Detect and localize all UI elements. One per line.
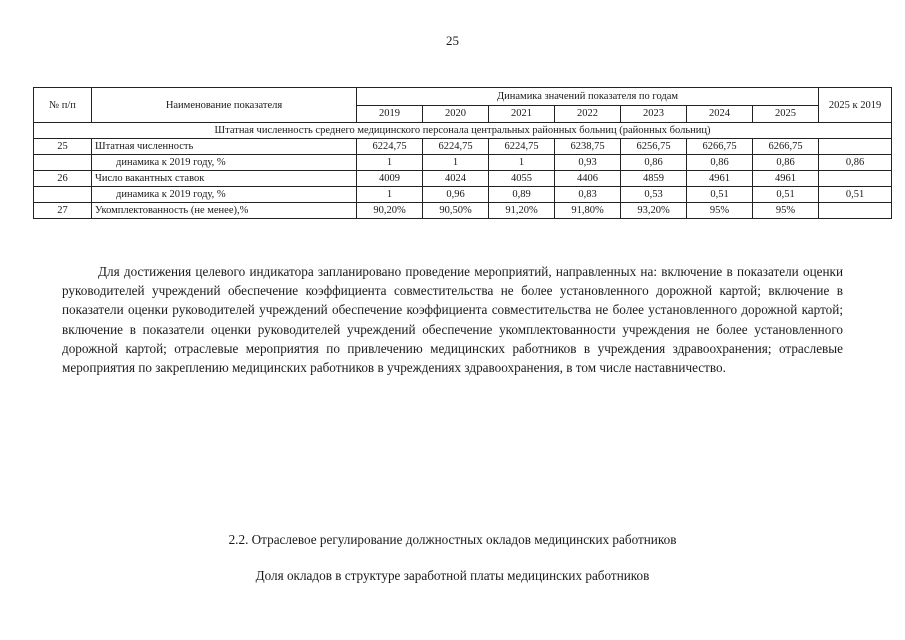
table-section-row [34,123,892,139]
table-row [34,155,892,171]
column-header-ratio: 2025 к 2019 [819,88,892,123]
row-value: 90,20% [357,203,423,219]
row-number [34,155,92,171]
row-value: 0,53 [621,187,687,203]
row-value: 0,86 [687,155,753,171]
page-number: 25 [446,33,459,48]
body-paragraph [62,262,843,377]
row-value: 0,89 [489,187,555,203]
row-value: 6224,75 [423,139,489,155]
row-value: 1 [357,155,423,171]
table-row [34,171,892,187]
row-ratio [819,139,892,155]
row-ratio: 0,51 [819,187,892,203]
table-row [34,203,892,219]
row-value: 1 [357,187,423,203]
row-value: 0,86 [753,155,819,171]
row-value: 4406 [555,171,621,187]
table-row [34,139,892,155]
row-value: 91,80% [555,203,621,219]
body-paragraph-text: Для достижения целевого индикатора запланировано проведение мероприятий, направленных на: включение в показатели оценки руководителей учреждений обеспечение коэффициента совместительства не более установленного дорожной картой; включение в показатели оценки руководителей учреждений обеспечение коэффициента совместительства не более установленного дорожной картой; включение в показатели оценки руководителей учреждений обеспечение укомплектованности учреждения не более установленного дорожной картой; отраслевые мероприятия по привлечению медицинских работников в учреждения здравоохранения; отраслевые мероприятия по закреплению медицинских работников в учреждениях здравоохранения, в том числе наставничество. [62,264,843,376]
section-subheading: Доля окладов в структуре заработной платы медицинских работников [255,568,650,583]
row-number: 26 [34,171,92,187]
indicators-table [33,87,892,219]
row-value: 4859 [621,171,687,187]
table-row [34,187,892,203]
row-name: динамика к 2019 году, % [92,187,357,203]
table-section-title: Штатная численность среднего медицинского персонала центральных районных больниц (районных больниц) [34,123,892,139]
row-value: 6256,75 [621,139,687,155]
row-number [34,187,92,203]
column-header-dynamics: Динамика значений показателя по годам [357,88,819,106]
row-value: 1 [423,155,489,171]
row-ratio: 0,86 [819,155,892,171]
row-value: 0,96 [423,187,489,203]
year-header: 2019 [357,105,423,123]
year-header: 2022 [555,105,621,123]
row-value: 4024 [423,171,489,187]
row-name: Штатная численность [92,139,357,155]
table-header-row [34,88,892,106]
row-value: 4961 [687,171,753,187]
row-value: 1 [489,155,555,171]
row-value: 6266,75 [753,139,819,155]
year-header: 2020 [423,105,489,123]
row-name: Число вакантных ставок [92,171,357,187]
row-name: Укомплектованность (не менее),% [92,203,357,219]
row-value: 0,51 [753,187,819,203]
row-value: 0,86 [621,155,687,171]
row-name: динамика к 2019 году, % [92,155,357,171]
row-value: 93,20% [621,203,687,219]
section-heading: 2.2. Отраслевое регулирование должностных окладов медицинских работников [228,532,677,547]
row-value: 0,51 [687,187,753,203]
column-header-number: № п/п [34,88,92,123]
row-value: 6238,75 [555,139,621,155]
row-value: 90,50% [423,203,489,219]
year-header: 2025 [753,105,819,123]
row-value: 95% [687,203,753,219]
row-number: 27 [34,203,92,219]
row-value: 6224,75 [357,139,423,155]
row-number: 25 [34,139,92,155]
year-header: 2021 [489,105,555,123]
row-ratio [819,171,892,187]
row-value: 6266,75 [687,139,753,155]
row-value: 4009 [357,171,423,187]
column-header-name: Наименование показателя [92,88,357,123]
row-value: 91,20% [489,203,555,219]
year-header: 2023 [621,105,687,123]
year-header: 2024 [687,105,753,123]
row-value: 0,83 [555,187,621,203]
row-value: 4961 [753,171,819,187]
row-value: 6224,75 [489,139,555,155]
row-value: 0,93 [555,155,621,171]
row-ratio [819,203,892,219]
row-value: 95% [753,203,819,219]
row-value: 4055 [489,171,555,187]
